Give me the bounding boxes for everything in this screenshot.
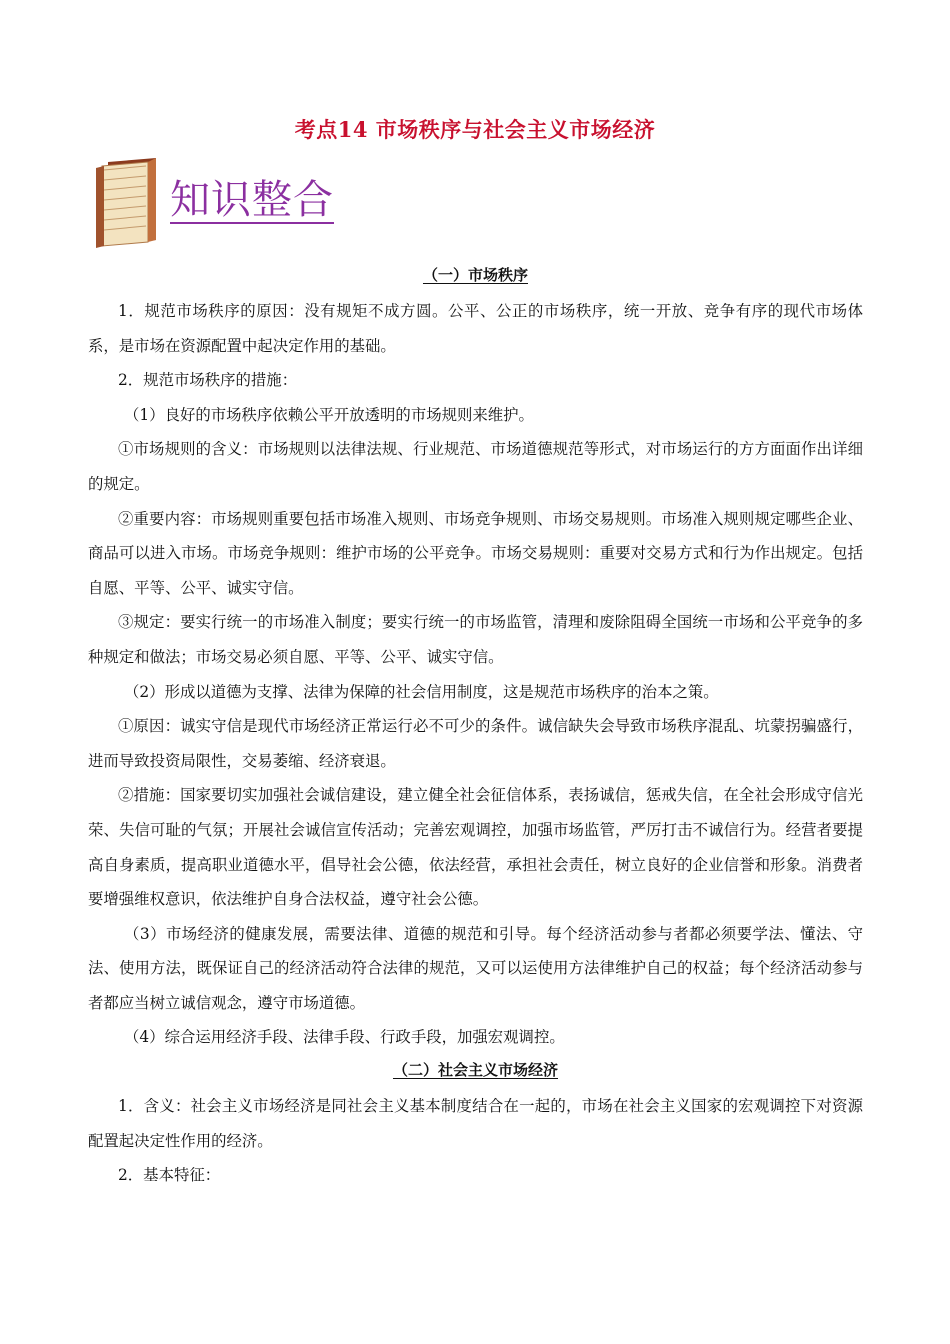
paragraph: ②重要内容：市场规则重要包括市场准入规则、市场竞争规则、市场交易规则。市场准入规则规定哪些企业、商品可以进入市场。市场竞争规则：维护市场的公平竞争。市场交易规则：重要对交易方式和行为作出规定。包括自愿、平等、公平、诚实守信。: [88, 509, 863, 597]
paragraph: ③规定：要实行统一的市场准入制度；要实行统一的市场监管，清理和废除阻碍全国统一市场和公平竞争的多种规定和做法；市场交易必须自愿、平等、公平、诚实守信。: [88, 613, 863, 666]
document-title: 考点14 市场秩序与社会主义市场经济: [294, 117, 656, 142]
document-body: [88, 264, 863, 1193]
paragraph: （2）形成以道德为支撑、法律为保障的社会信用制度，这是规范市场秩序的治本之策。: [124, 682, 719, 701]
paragraph: 1．规范市场秩序的原因：没有规矩不成方圆。公平、公正的市场秩序，统一开放、竞争有序的现代市场体系，是市场在资源配置中起决定作用的基础。: [88, 302, 863, 355]
paragraph: 2．规范市场秩序的措施：: [118, 371, 298, 390]
paragraph: （1）良好的市场秩序依赖公平开放透明的市场规则来维护。: [124, 405, 534, 424]
paragraph: ②措施：国家要切实加强社会诚信建设，建立健全社会征信体系，表扬诚信，惩戒失信，在全社会形成守信光荣、失信可耻的气氛；开展社会诚信宣传活动；完善宏观调控，加强市场监管，严厉打击不诚信行为。经营者要提高自身素质，提高职业道德水平，倡导社会公德，依法经营，承担社会责任，树立良好的企业信誉和形象。消费者要增强维权意识，依法维护自身合法权益，遵守社会公德。: [88, 786, 863, 909]
paragraph: ①市场规则的含义：市场规则以法律法规、行业规范、市场道德规范等形式，对市场运行的方方面面作出详细的规定。: [88, 440, 863, 493]
paragraph: 2．基本特征：: [118, 1166, 221, 1185]
banner-heading: 知识整合: [170, 177, 334, 223]
paragraph: ①原因：诚实守信是现代市场经济正常运行必不可少的条件。诚信缺失会导致市场秩序混乱、坑蒙拐骗盛行，进而导致投资局限性，交易萎缩、经济衰退。: [88, 717, 863, 770]
section-heading-socialist-market-economy: （二）社会主义市场经济: [392, 1061, 558, 1080]
section-heading-market-order: （一）市场秩序: [422, 266, 528, 284]
paragraph: （4）综合运用经济手段、法律手段、行政手段，加强宏观调控。: [124, 1028, 565, 1047]
paragraph: （3）市场经济的健康发展，需要法律、道德的规范和引导。每个经济活动参与者都必须要学法、懂法、守法、使用方法，既保证自己的经济活动符合法律的规范，又可以运使用方法律维护自己的权益；每个经济活动参与者都应当树立诚信观念，遵守市场道德。: [88, 924, 863, 1012]
paragraph: 1．含义：社会主义市场经济是同社会主义基本制度结合在一起的，市场在社会主义国家的宏观调控下对资源配置起决定性作用的经济。: [88, 1097, 863, 1150]
